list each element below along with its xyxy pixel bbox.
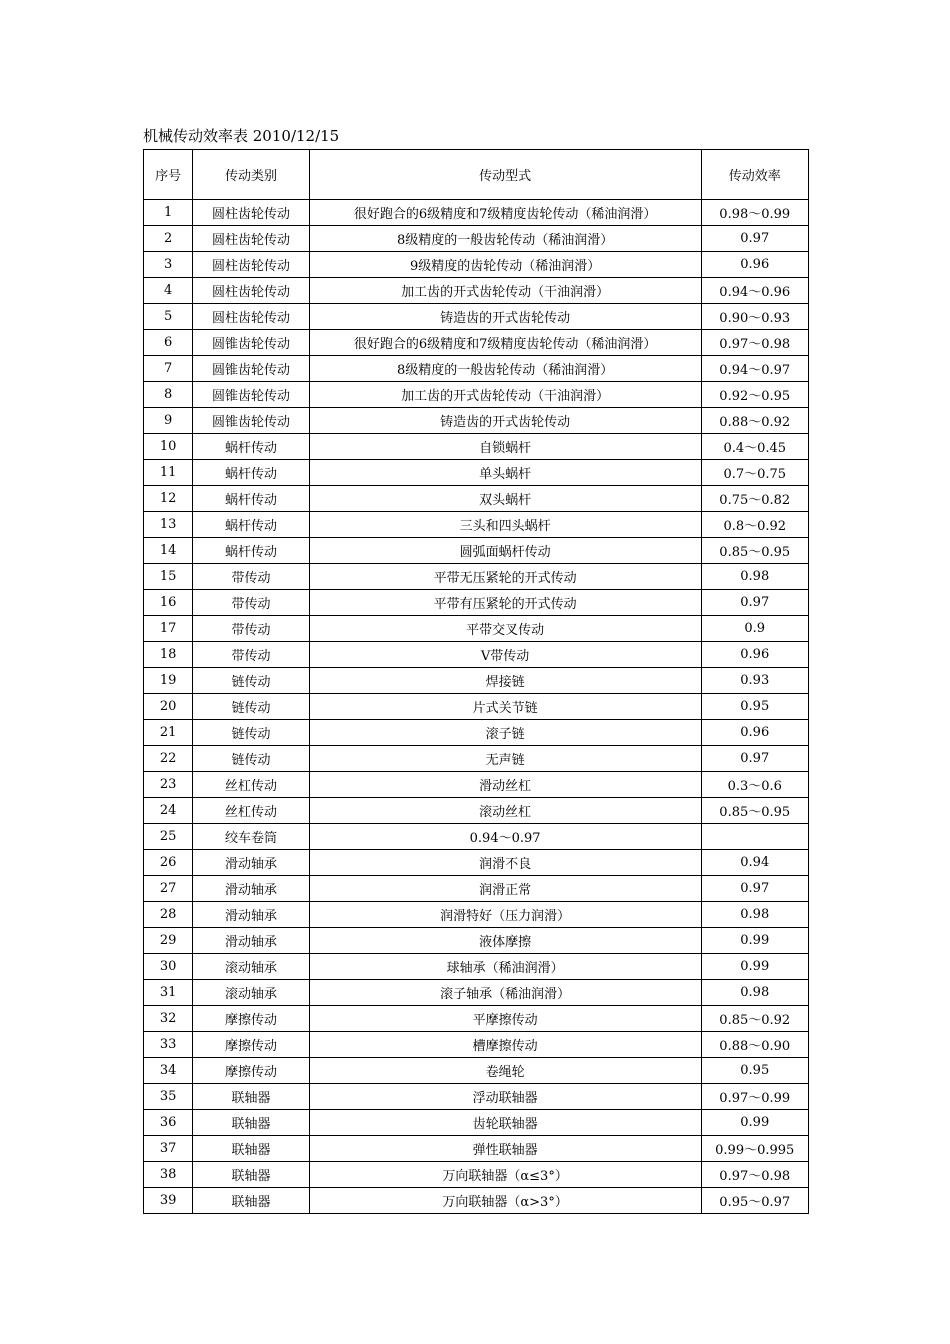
cell-efficiency: 0.99 [701,928,809,954]
cell-category: 带传动 [193,590,310,616]
table-row [144,798,809,824]
table-row [144,772,809,798]
cell-category: 滚动轴承 [193,954,310,980]
cell-seq: 36 [144,1110,193,1136]
cell-seq: 10 [144,434,193,460]
cell-seq: 3 [144,252,193,278]
table-row [144,720,809,746]
cell-category: 滑动轴承 [193,928,310,954]
table-row [144,460,809,486]
cell-efficiency: 0.3～0.6 [701,772,809,798]
table-row [144,434,809,460]
cell-category: 链传动 [193,668,310,694]
cell-seq: 24 [144,798,193,824]
cell-efficiency: 0.98 [701,980,809,1006]
cell-category: 摩擦传动 [193,1032,310,1058]
cell-type: 滚动丝杠 [309,798,701,824]
table-row [144,408,809,434]
page-title: 机械传动效率表 2010/12/15 [143,127,340,145]
cell-category: 圆柱齿轮传动 [193,226,310,252]
cell-category: 蜗杆传动 [193,434,310,460]
table-row [144,1136,809,1162]
cell-type: 浮动联轴器 [309,1084,701,1110]
cell-seq: 25 [144,824,193,850]
table-row [144,590,809,616]
cell-efficiency: 0.99 [701,1110,809,1136]
header-efficiency: 传动效率 [701,150,809,200]
cell-efficiency: 0.96 [701,642,809,668]
cell-seq: 5 [144,304,193,330]
cell-category: 带传动 [193,616,310,642]
cell-seq: 17 [144,616,193,642]
cell-category: 联轴器 [193,1084,310,1110]
table-row [144,252,809,278]
table-row [144,1188,809,1214]
cell-seq: 33 [144,1032,193,1058]
cell-seq: 29 [144,928,193,954]
cell-efficiency: 0.4～0.45 [701,434,809,460]
cell-type: 双头蜗杆 [309,486,701,512]
cell-efficiency: 0.94 [701,850,809,876]
cell-type: 0.94～0.97 [309,824,701,850]
cell-category: 滑动轴承 [193,902,310,928]
cell-efficiency: 0.90～0.93 [701,304,809,330]
cell-category: 蜗杆传动 [193,512,310,538]
cell-seq: 20 [144,694,193,720]
cell-type: 片式关节链 [309,694,701,720]
cell-type: 三头和四头蜗杆 [309,512,701,538]
cell-type: 铸造齿的开式齿轮传动 [309,408,701,434]
cell-seq: 12 [144,486,193,512]
cell-efficiency: 0.85～0.95 [701,798,809,824]
cell-efficiency: 0.93 [701,668,809,694]
cell-seq: 8 [144,382,193,408]
cell-type: 润滑特好（压力润滑） [309,902,701,928]
cell-type: 润滑正常 [309,876,701,902]
cell-seq: 28 [144,902,193,928]
table-row [144,1162,809,1188]
cell-category: 圆锥齿轮传动 [193,356,310,382]
cell-seq: 39 [144,1188,193,1214]
cell-efficiency: 0.95 [701,1058,809,1084]
cell-seq: 31 [144,980,193,1006]
cell-type: 万向联轴器（α>3°） [309,1188,701,1214]
cell-type: 卷绳轮 [309,1058,701,1084]
cell-efficiency: 0.88～0.92 [701,408,809,434]
cell-seq: 37 [144,1136,193,1162]
cell-efficiency [701,824,809,850]
cell-category: 带传动 [193,642,310,668]
cell-seq: 2 [144,226,193,252]
cell-efficiency: 0.97～0.98 [701,1162,809,1188]
cell-seq: 16 [144,590,193,616]
table-row [144,1006,809,1032]
cell-type: 加工齿的开式齿轮传动（干油润滑） [309,278,701,304]
cell-efficiency: 0.88～0.90 [701,1032,809,1058]
header-seq: 序号 [144,150,193,200]
cell-type: 焊接链 [309,668,701,694]
cell-category: 联轴器 [193,1188,310,1214]
cell-seq: 7 [144,356,193,382]
cell-type: 滑动丝杠 [309,772,701,798]
table-row [144,642,809,668]
table-row [144,1110,809,1136]
cell-seq: 35 [144,1084,193,1110]
cell-type: 液体摩擦 [309,928,701,954]
header-category: 传动类别 [193,150,310,200]
table-row [144,356,809,382]
cell-seq: 6 [144,330,193,356]
cell-category: 蜗杆传动 [193,538,310,564]
efficiency-table [143,149,809,1214]
cell-type: 9级精度的齿轮传动（稀油润滑） [309,252,701,278]
cell-type: 球轴承（稀油润滑） [309,954,701,980]
table-row [144,512,809,538]
cell-category: 蜗杆传动 [193,486,310,512]
table-header [144,150,809,200]
cell-efficiency: 0.99～0.995 [701,1136,809,1162]
cell-efficiency: 0.95 [701,694,809,720]
cell-efficiency: 0.96 [701,720,809,746]
cell-type: 弹性联轴器 [309,1136,701,1162]
table-row [144,330,809,356]
cell-efficiency: 0.85～0.95 [701,538,809,564]
table-row [144,486,809,512]
table-row [144,304,809,330]
cell-type: 无声链 [309,746,701,772]
cell-category: 蜗杆传动 [193,460,310,486]
cell-category: 链传动 [193,720,310,746]
cell-type: 8级精度的一般齿轮传动（稀油润滑） [309,356,701,382]
cell-type: 很好跑合的6级精度和7级精度齿轮传动（稀油润滑） [309,330,701,356]
cell-seq: 15 [144,564,193,590]
cell-efficiency: 0.95～0.97 [701,1188,809,1214]
cell-category: 圆柱齿轮传动 [193,304,310,330]
cell-efficiency: 0.97 [701,876,809,902]
cell-type: 齿轮联轴器 [309,1110,701,1136]
cell-efficiency: 0.96 [701,252,809,278]
table-row [144,564,809,590]
cell-seq: 27 [144,876,193,902]
table-row [144,824,809,850]
cell-type: 槽摩擦传动 [309,1032,701,1058]
cell-type: V带传动 [309,642,701,668]
header-row [144,150,809,200]
table-row [144,226,809,252]
cell-seq: 23 [144,772,193,798]
cell-efficiency: 0.9 [701,616,809,642]
cell-type: 润滑不良 [309,850,701,876]
cell-efficiency: 0.75～0.82 [701,486,809,512]
table-row [144,980,809,1006]
cell-seq: 1 [144,200,193,226]
cell-efficiency: 0.98 [701,564,809,590]
cell-category: 圆柱齿轮传动 [193,252,310,278]
cell-efficiency: 0.92～0.95 [701,382,809,408]
table-row [144,902,809,928]
cell-type: 8级精度的一般齿轮传动（稀油润滑） [309,226,701,252]
cell-category: 滑动轴承 [193,876,310,902]
cell-seq: 26 [144,850,193,876]
cell-category: 滚动轴承 [193,980,310,1006]
table-row [144,616,809,642]
cell-seq: 11 [144,460,193,486]
table-row [144,200,809,226]
cell-type: 滚子轴承（稀油润滑） [309,980,701,1006]
cell-seq: 32 [144,1006,193,1032]
cell-efficiency: 0.94～0.96 [701,278,809,304]
cell-efficiency: 0.85～0.92 [701,1006,809,1032]
cell-type: 铸造齿的开式齿轮传动 [309,304,701,330]
cell-category: 圆锥齿轮传动 [193,382,310,408]
cell-type: 圆弧面蜗杆传动 [309,538,701,564]
cell-seq: 14 [144,538,193,564]
cell-seq: 9 [144,408,193,434]
table-row [144,538,809,564]
cell-seq: 21 [144,720,193,746]
cell-category: 圆锥齿轮传动 [193,330,310,356]
cell-seq: 4 [144,278,193,304]
cell-category: 圆柱齿轮传动 [193,200,310,226]
table-row [144,1032,809,1058]
table-row [144,954,809,980]
cell-category: 圆柱齿轮传动 [193,278,310,304]
cell-efficiency: 0.98～0.99 [701,200,809,226]
cell-category: 带传动 [193,564,310,590]
table-row [144,278,809,304]
cell-type: 加工齿的开式齿轮传动（干油润滑） [309,382,701,408]
cell-category: 丝杠传动 [193,798,310,824]
cell-efficiency: 0.97 [701,590,809,616]
table-row [144,694,809,720]
cell-efficiency: 0.94～0.97 [701,356,809,382]
cell-seq: 13 [144,512,193,538]
cell-type: 万向联轴器（α≤3°） [309,1162,701,1188]
table-row [144,382,809,408]
cell-type: 平摩擦传动 [309,1006,701,1032]
cell-category: 链传动 [193,694,310,720]
cell-category: 联轴器 [193,1136,310,1162]
table-row [144,1084,809,1110]
cell-seq: 30 [144,954,193,980]
cell-type: 平带交叉传动 [309,616,701,642]
cell-type: 自锁蜗杆 [309,434,701,460]
cell-efficiency: 0.97 [701,746,809,772]
cell-category: 联轴器 [193,1110,310,1136]
cell-efficiency: 0.99 [701,954,809,980]
cell-category: 摩擦传动 [193,1006,310,1032]
cell-type: 平带有压紧轮的开式传动 [309,590,701,616]
cell-efficiency: 0.7～0.75 [701,460,809,486]
cell-efficiency: 0.97～0.98 [701,330,809,356]
cell-seq: 19 [144,668,193,694]
cell-efficiency: 0.8～0.92 [701,512,809,538]
table-row [144,746,809,772]
cell-category: 丝杠传动 [193,772,310,798]
cell-efficiency: 0.97～0.99 [701,1084,809,1110]
cell-seq: 38 [144,1162,193,1188]
table-row [144,668,809,694]
cell-efficiency: 0.97 [701,226,809,252]
table-row [144,850,809,876]
cell-category: 绞车卷筒 [193,824,310,850]
cell-efficiency: 0.98 [701,902,809,928]
cell-seq: 34 [144,1058,193,1084]
cell-category: 摩擦传动 [193,1058,310,1084]
cell-category: 联轴器 [193,1162,310,1188]
table-body [144,200,809,1214]
cell-seq: 18 [144,642,193,668]
cell-category: 圆锥齿轮传动 [193,408,310,434]
cell-type: 单头蜗杆 [309,460,701,486]
cell-type: 平带无压紧轮的开式传动 [309,564,701,590]
cell-seq: 22 [144,746,193,772]
cell-type: 滚子链 [309,720,701,746]
table-row [144,1058,809,1084]
cell-category: 链传动 [193,746,310,772]
cell-category: 滑动轴承 [193,850,310,876]
table-row [144,876,809,902]
header-type: 传动型式 [309,150,701,200]
table-row [144,928,809,954]
cell-type: 很好跑合的6级精度和7级精度齿轮传动（稀油润滑） [309,200,701,226]
